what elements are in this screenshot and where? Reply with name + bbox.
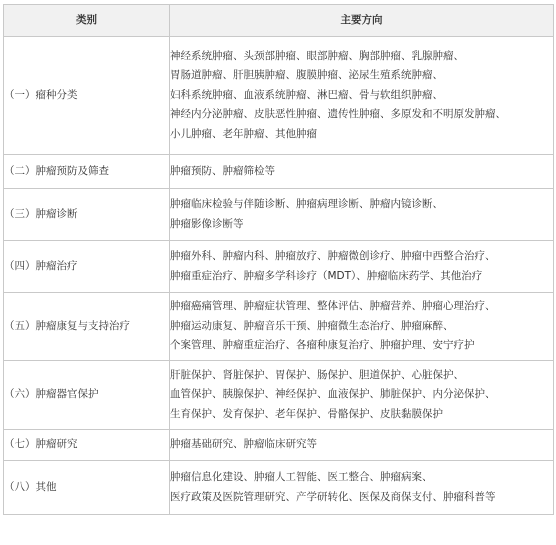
direction-line: 肿瘤影像诊断等 bbox=[170, 217, 244, 230]
category-cell: （一）瘤种分类 bbox=[4, 37, 170, 155]
direction-line: 神经系统肿瘤、头颈部肿瘤、眼部肿瘤、胸部肿瘤、乳腺肿瘤、 bbox=[170, 49, 464, 62]
table-row bbox=[4, 37, 554, 155]
category-cell: （五）肿瘤康复与支持治疗 bbox=[4, 293, 170, 361]
direction-line: 肿瘤癌痛管理、肿瘤症状管理、整体评估、肿瘤营养、肿瘤心理治疗、 bbox=[170, 300, 496, 313]
direction-line: 医疗政策及医院管理研究、产学研转化、医保及商保支付、肿瘤科普等 bbox=[170, 490, 496, 503]
table-row bbox=[4, 461, 554, 515]
table-row bbox=[4, 361, 554, 430]
directions-cell bbox=[170, 241, 554, 293]
directions-cell bbox=[170, 361, 554, 430]
category-cell: （八）其他 bbox=[4, 461, 170, 515]
category-cell: （三）肿瘤诊断 bbox=[4, 189, 170, 241]
direction-line: 肿瘤预防、肿瘤筛检等 bbox=[170, 164, 275, 177]
direction-line: 血管保护、胰腺保护、神经保护、血液保护、肺脏保护、内分泌保护、 bbox=[170, 388, 496, 401]
direction-line: 生育保护、发育保护、老年保护、骨骼保护、皮肤黏膜保护 bbox=[170, 407, 443, 420]
category-cell: （七）肿瘤研究 bbox=[4, 430, 170, 461]
table-row bbox=[4, 189, 554, 241]
table-body bbox=[4, 37, 554, 515]
direction-line: 个案管理、肿瘤重症治疗、各瘤种康复治疗、肿瘤护理、安宁疗护 bbox=[170, 339, 475, 352]
direction-line: 小儿肿瘤、老年肿瘤、其他肿瘤 bbox=[170, 127, 317, 140]
directions-cell bbox=[170, 461, 554, 515]
category-cell: （二）肿瘤预防及筛查 bbox=[4, 155, 170, 189]
directions-table bbox=[3, 4, 554, 515]
directions-cell bbox=[170, 189, 554, 241]
category-cell: （四）肿瘤治疗 bbox=[4, 241, 170, 293]
direction-line: 胃肠道肿瘤、肝胆胰肿瘤、腹膜肿瘤、泌尿生殖系统肿瘤、 bbox=[170, 69, 443, 82]
direction-line: 肿瘤信息化建设、肿瘤人工智能、医工整合、肿瘤病案、 bbox=[170, 471, 433, 483]
category-cell: （六）肿瘤器官保护 bbox=[4, 361, 170, 430]
directions-cell bbox=[170, 155, 554, 189]
header-category: 类别 bbox=[4, 5, 170, 37]
direction-line: 神经内分泌肿瘤、皮肤恶性肿瘤、遗传性肿瘤、多原发和不明原发肿瘤、 bbox=[170, 108, 506, 121]
direction-line: 肿瘤外科、肿瘤内科、肿瘤放疗、肿瘤微创诊疗、肿瘤中西整合治疗、 bbox=[170, 250, 496, 262]
directions-cell bbox=[170, 37, 554, 155]
direction-line: 肿瘤运动康复、肿瘤音乐干预、肿瘤微生态治疗、肿瘤麻醉、 bbox=[170, 319, 454, 332]
direction-line: 肝脏保护、肾脏保护、胃保护、肠保护、胆道保护、心脏保护、 bbox=[170, 368, 464, 381]
direction-line: 肿瘤重症治疗、肿瘤多学科诊疗（MDT）、肿瘤临床药学、其他治疗 bbox=[170, 269, 483, 282]
direction-line: 肿瘤基础研究、肿瘤临床研究等 bbox=[170, 438, 317, 451]
directions-cell bbox=[170, 293, 554, 361]
table-row bbox=[4, 241, 554, 293]
direction-line: 肿瘤临床检验与伴随诊断、肿瘤病理诊断、肿瘤内镜诊断、 bbox=[170, 198, 443, 210]
table-header-row bbox=[4, 5, 554, 37]
table-row bbox=[4, 430, 554, 461]
direction-line: 妇科系统肿瘤、血液系统肿瘤、淋巴瘤、骨与软组织肿瘤、 bbox=[170, 88, 443, 101]
header-directions: 主要方向 bbox=[170, 5, 554, 37]
table-row bbox=[4, 293, 554, 361]
table-row bbox=[4, 155, 554, 189]
directions-cell bbox=[170, 430, 554, 461]
